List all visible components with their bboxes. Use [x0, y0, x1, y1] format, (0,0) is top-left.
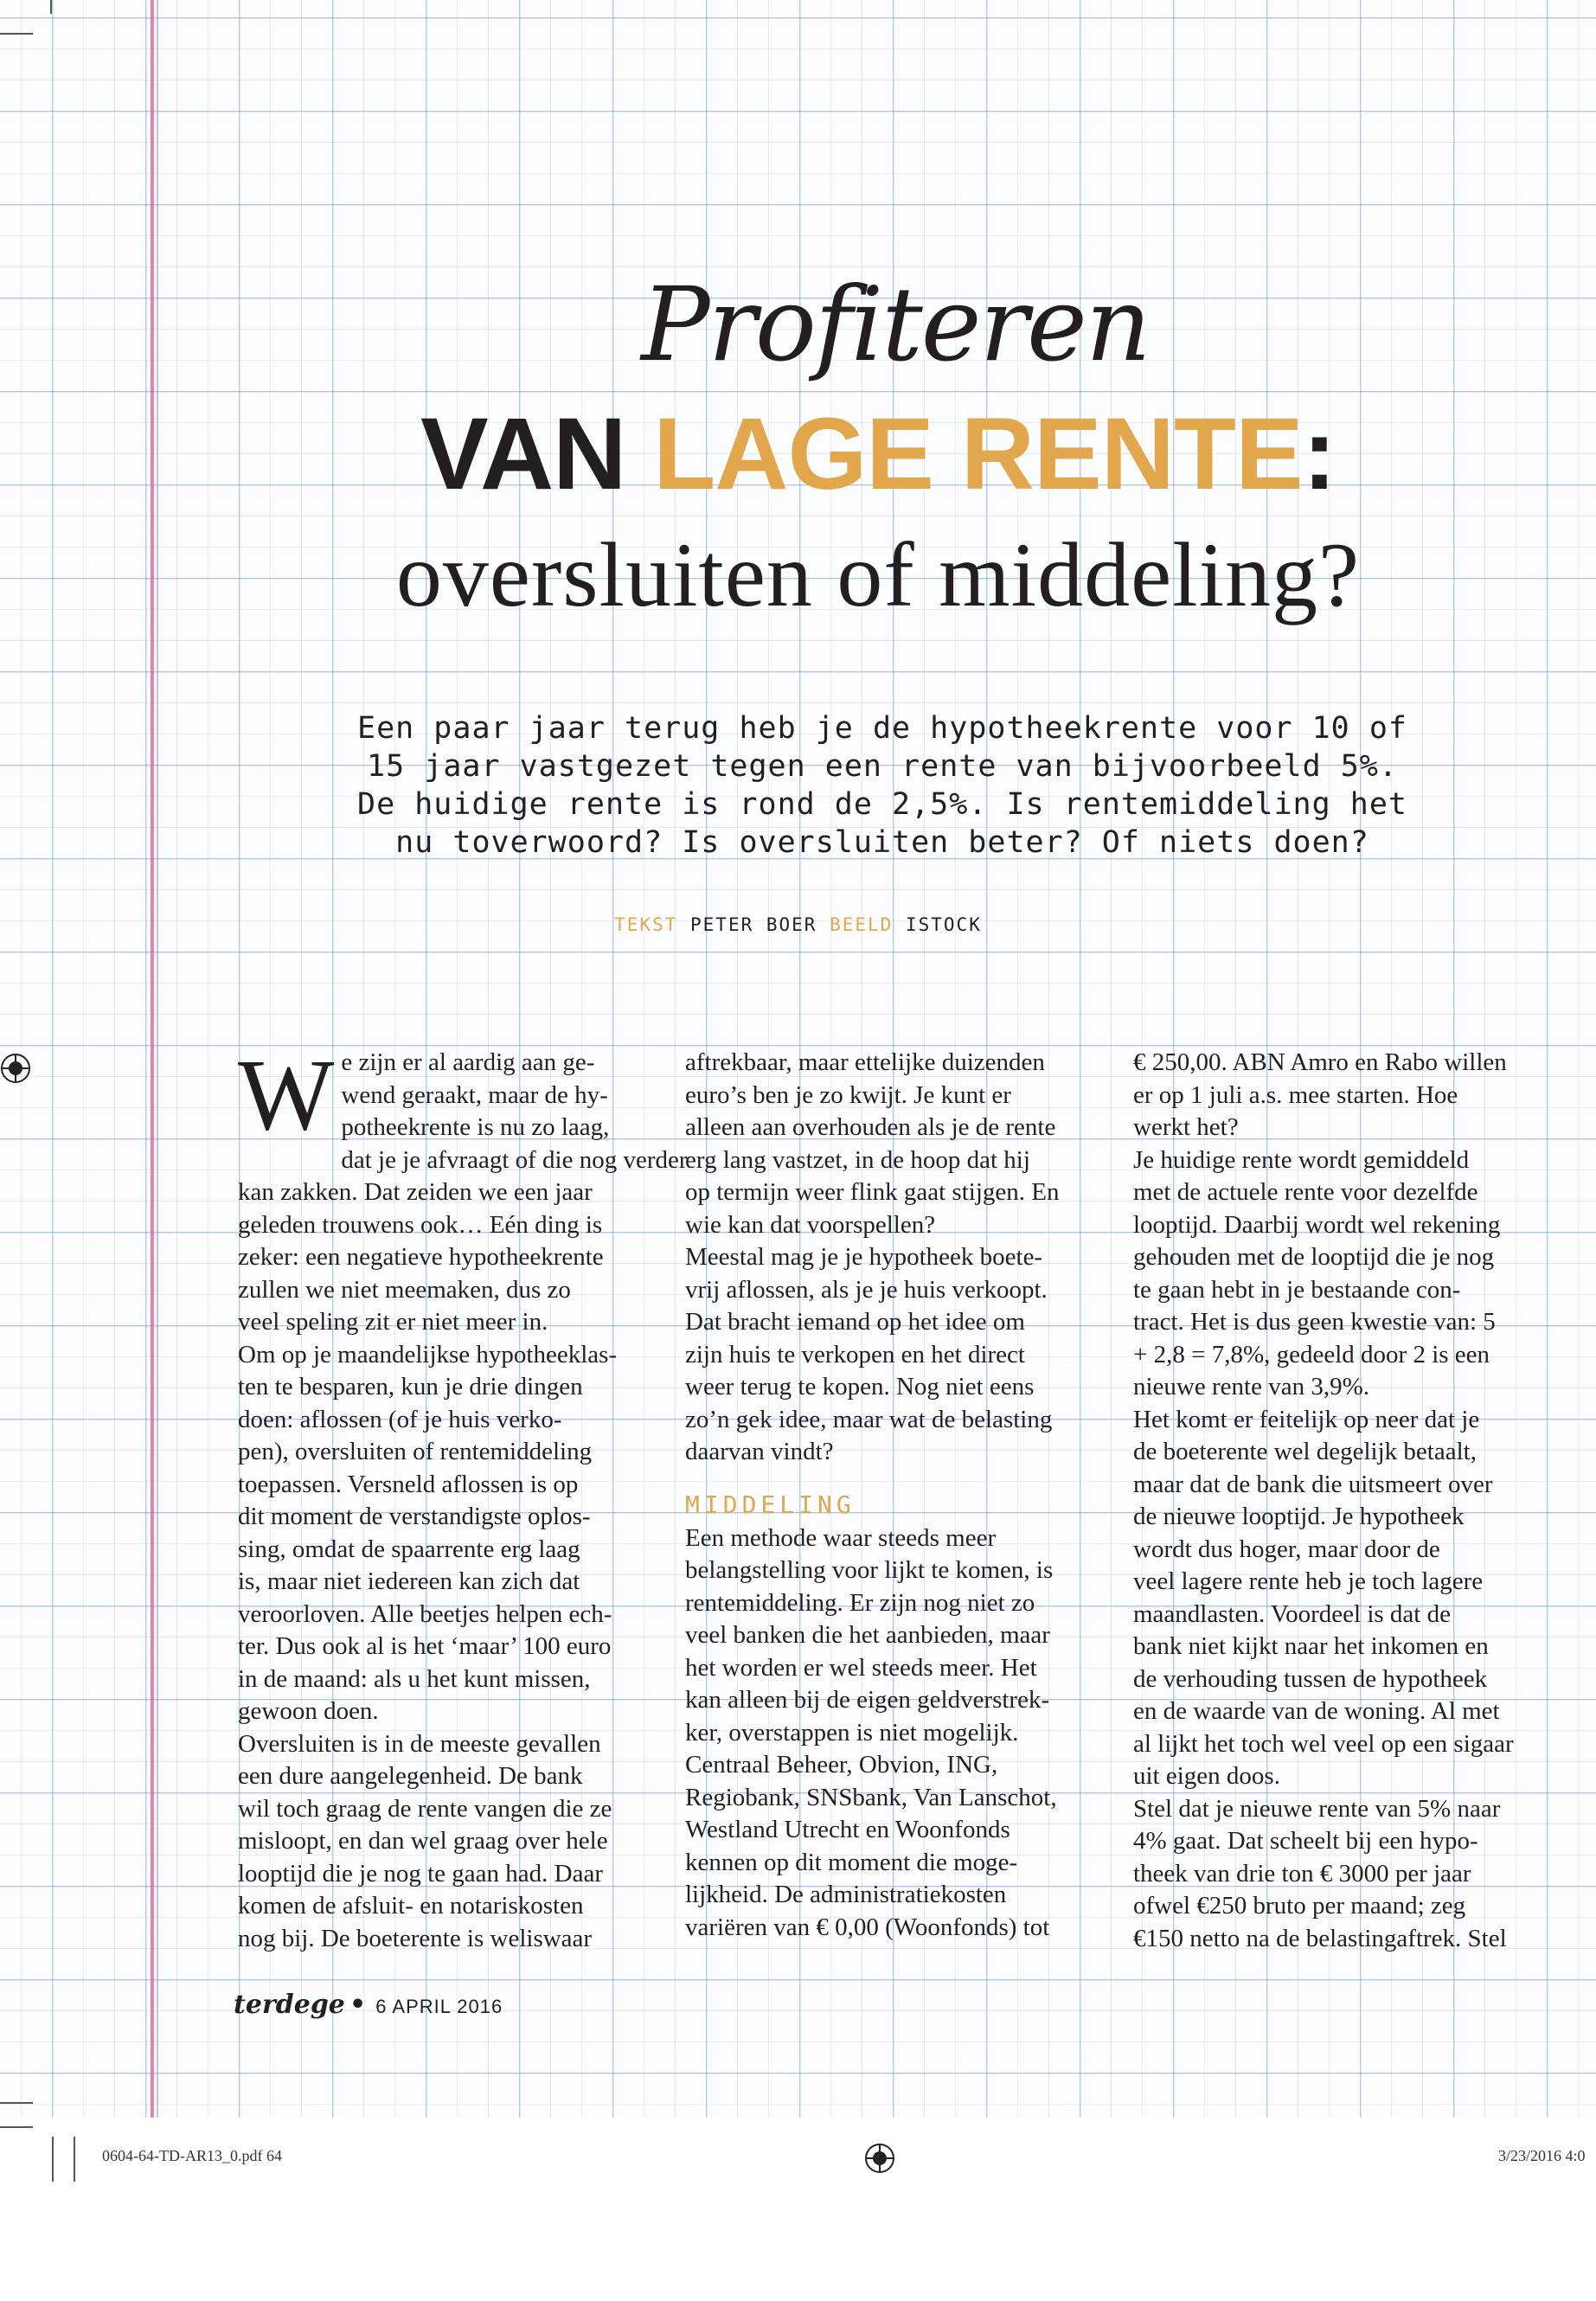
title-bold: [0, 394, 1596, 515]
text-line: theek van drie ton € 3000 per jaar: [1133, 1859, 1471, 1888]
text-line: een dure aangelegenheid. De bank: [238, 1762, 583, 1790]
text-line: en de waarde van de woning. Al met: [1133, 1697, 1500, 1725]
slug-datetime: 3/23/2016 4:0: [1498, 2147, 1586, 2164]
crop-mark: [50, 0, 52, 14]
registration-mark-icon: [1, 1054, 30, 1083]
text-line: ofwel €250 bruto per maand; zeg: [1133, 1892, 1466, 1920]
magazine-logo: terdege: [234, 1990, 345, 2020]
text-line: op termijn weer flink gaat stijgen. En: [685, 1178, 1060, 1206]
byline-author: PETER BOER: [690, 914, 817, 935]
text-line: Regiobank, SNSbank, Van Lanschot,: [685, 1783, 1057, 1811]
text-line: de nieuwe looptijd. Je hypotheek: [1133, 1503, 1465, 1530]
text-line: komen de afsluit- en notariskosten: [238, 1892, 584, 1920]
text-line: kan alleen bij de eigen geldverstrek-: [685, 1686, 1050, 1714]
slug-filename: 0604-64-TD-AR13_0.pdf 64: [102, 2147, 282, 2164]
column-1-text: [238, 1038, 688, 1955]
drop-cap: W: [238, 1038, 335, 1151]
text-line: in de maand: als u het kunt missen,: [238, 1664, 591, 1693]
text-line: maar dat de bank die uitsmeert over: [1133, 1470, 1493, 1498]
article-column-3: [1133, 1047, 1557, 1955]
text-line: lijkheid. De administratiekosten: [685, 1881, 1007, 1908]
text-line: veel lagere rente heb je toch lagere: [1133, 1567, 1484, 1595]
intro-line: nu toverwoord? Is oversluiten beter? Of niets doen?: [395, 825, 1369, 860]
column-2-text-b: [685, 1522, 1109, 1945]
intro-line: 15 jaar vastgezet tegen een rente van bijvoorbeeld 5%.: [367, 749, 1398, 784]
text-line: de boeterente wel degelijk betaalt,: [1133, 1438, 1477, 1465]
column-2-text-a: [685, 1047, 1109, 1469]
text-line: er op 1 juli a.s. mee starten. Hoe: [1133, 1080, 1458, 1109]
text-line: uit eigen doos.: [1133, 1762, 1280, 1790]
intro-line: De huidige rente is rond de 2,5%. Is rentemiddeling het: [357, 787, 1407, 822]
registration-mark-icon: [865, 2144, 894, 2173]
text-line: Oversluiten is in de meeste gevallen: [238, 1729, 601, 1758]
title-serif: oversluiten of middeling?: [395, 524, 1361, 625]
article-column-1: [238, 1038, 688, 1955]
text-line: kan zakken. Dat zeiden we een jaar: [238, 1178, 593, 1206]
text-line: te gaan hebt in je bestaande con-: [1133, 1275, 1461, 1304]
text-line: + 2,8 = 7,8%, gedeeld door 2 is een: [1133, 1340, 1490, 1368]
text-line: met de actuele rente voor dezelfde: [1133, 1178, 1478, 1206]
crop-mark: [74, 2137, 75, 2182]
text-line: €150 netto na de belastingaftrek. Stel: [1133, 1924, 1507, 1952]
text-line: gewoon doen.: [238, 1697, 379, 1725]
text-line: wordt dus hoger, maar door de: [1133, 1535, 1440, 1563]
text-line: zeker: een negatieve hypotheekrente: [238, 1243, 604, 1271]
slug-area: [0, 2118, 1596, 2301]
intro-paragraph: [285, 709, 1479, 862]
text-line: Een methode waar steeds meer: [685, 1523, 997, 1552]
title-script: Profiteren: [641, 265, 1150, 384]
text-line: ter. Dus ook al is het ‘maar’ 100 euro: [238, 1632, 612, 1660]
text-line: het worden er wel steeds meer. Het: [685, 1653, 1037, 1682]
text-line: daarvan vindt?: [685, 1438, 834, 1465]
text-line: nieuwe rente van 3,9%.: [1133, 1373, 1369, 1400]
text-line: variëren van € 0,00 (Woonfonds) tot: [685, 1913, 1050, 1941]
text-line: € 250,00. ABN Amro en Rabo willen: [1133, 1048, 1507, 1076]
text-line: euro’s ben je zo kwijt. Je kunt er: [685, 1080, 1011, 1109]
text-line: Het komt er feitelijk op neer dat je: [1133, 1405, 1480, 1433]
text-line: al lijkt het toch wel veel op een sigaar: [1133, 1729, 1514, 1758]
text-line: wie kan dat voorspellen?: [685, 1210, 936, 1239]
text-line: nog bij. De boeterente is weliswaar: [238, 1924, 593, 1952]
page-footer: [234, 1990, 503, 2024]
article-column-2: [685, 1047, 1109, 1944]
text-line: potheekrente is nu zo laag,: [341, 1113, 610, 1141]
text-line: vrij aflossen, als je je huis verkoopt.: [685, 1275, 1048, 1304]
title-bold-colon: :: [1302, 397, 1336, 511]
text-line: Meestal mag je je hypotheek boete-: [685, 1243, 1043, 1271]
text-line: zullen we niet meemaken, dus zo: [238, 1275, 571, 1304]
crop-mark: [0, 2102, 33, 2104]
text-line: gehouden met de looptijd die je nog: [1133, 1243, 1495, 1271]
text-line: zijn huis te verkopen en het direct: [685, 1340, 1025, 1368]
crop-mark: [0, 33, 33, 35]
title-bold-highlight: LAGE RENTE: [653, 397, 1303, 511]
text-line: maandlasten. Voordeel is dat de: [1133, 1599, 1451, 1628]
text-line: e zijn er al aardig aan ge-: [341, 1048, 595, 1076]
text-line: weer terug te kopen. Nog niet eens: [685, 1373, 1035, 1400]
text-line: Dat bracht iemand op het idee om: [685, 1308, 1025, 1336]
text-line: pen), oversluiten of rentemiddeling: [238, 1438, 593, 1465]
issue-date: 6 APRIL 2016: [375, 1996, 503, 2017]
text-line: veroorloven. Alle beetjes helpen ech-: [238, 1599, 612, 1628]
footer-separator: •: [349, 1990, 367, 2020]
byline-text-label: TEKST: [614, 914, 678, 935]
text-line: toepassen. Versneld aflossen is op: [238, 1470, 579, 1498]
text-line: veel banken die het aanbieden, maar: [685, 1621, 1050, 1649]
text-line: Om op je maandelijkse hypotheeklas-: [238, 1340, 618, 1368]
text-line: kennen op dit moment die moge-: [685, 1848, 1018, 1876]
subhead-middeling: MIDDELING: [685, 1490, 856, 1519]
text-line: ten te besparen, kun je drie dingen: [238, 1373, 583, 1400]
text-line: looptijd. Daarbij wordt wel rekening: [1133, 1210, 1501, 1239]
byline-image-label: BEELD: [830, 914, 894, 935]
text-line: dit moment de verstandigste oplos-: [238, 1503, 591, 1530]
text-line: is, maar niet iedereen kan zich dat: [238, 1567, 580, 1595]
text-line: aftrekbaar, maar ettelijke duizenden: [685, 1048, 1045, 1076]
text-line: wend geraakt, maar de hy-: [341, 1080, 608, 1109]
text-line: wil toch graag de rente vangen die ze: [238, 1794, 612, 1823]
text-line: sing, omdat de spaarrente erg laag: [238, 1535, 580, 1563]
text-line: veel speling zit er niet meer in.: [238, 1308, 548, 1336]
crop-mark: [0, 2126, 33, 2128]
crop-mark: [52, 2137, 54, 2182]
text-line: zo’n gek idee, maar wat de belasting: [685, 1405, 1053, 1433]
text-line: tract. Het is dus geen kwestie van: 5: [1133, 1308, 1496, 1336]
text-line: belangstelling voor lijkt te komen, is: [685, 1556, 1054, 1584]
intro-line: Een paar jaar terug heb je de hypotheekrente voor 10 of: [357, 711, 1407, 746]
text-line: de verhouding tussen de hypotheek: [1133, 1664, 1488, 1693]
byline-image-source: ISTOCK: [905, 914, 982, 935]
text-line: rentemiddeling. Er zijn nog niet zo: [685, 1588, 1035, 1617]
text-line: Stel dat je nieuwe rente van 5% naar: [1133, 1794, 1501, 1823]
column-3-text: [1133, 1047, 1557, 1955]
text-line: ker, overstappen is niet mogelijk.: [685, 1718, 1019, 1747]
text-line: Je huidige rente wordt gemiddeld: [1133, 1145, 1470, 1174]
text-line: misloopt, en dan wel graag over hele: [238, 1827, 608, 1855]
text-line: Westland Utrecht en Woonfonds: [685, 1816, 1010, 1843]
text-line: werkt het?: [1133, 1113, 1239, 1141]
text-line: doen: aflossen (of je huis verko-: [238, 1405, 562, 1433]
text-line: Centraal Beheer, Obvion, ING,: [685, 1751, 998, 1779]
text-line: geleden trouwens ook… Eén ding is: [238, 1210, 603, 1239]
text-line: alleen aan overhouden als je de rente: [685, 1113, 1056, 1141]
title-bold-dark: VAN: [420, 397, 654, 511]
text-line: 4% gaat. Dat scheelt bij een hypo-: [1133, 1827, 1478, 1855]
text-line: erg lang vastzet, in de hoop dat hij: [685, 1145, 1030, 1174]
text-line: dat je je afvraagt of die nog verder: [341, 1145, 688, 1174]
byline: [0, 914, 1596, 935]
text-line: bank niet kijkt naar het inkomen en: [1133, 1632, 1489, 1660]
text-line: looptijd die je nog te gaan had. Daar: [238, 1859, 603, 1888]
